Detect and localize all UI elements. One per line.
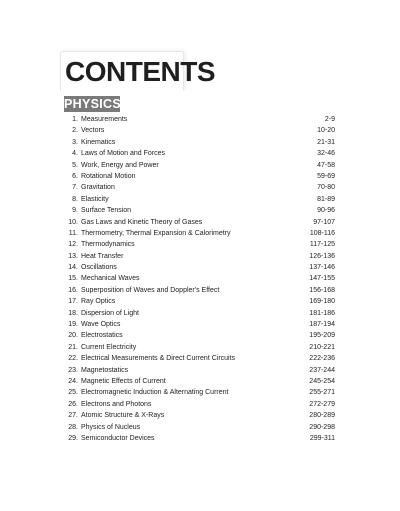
page-range: 47-58	[317, 161, 335, 169]
chapter-number: 12.	[68, 241, 78, 249]
page-range: 187-194	[309, 321, 335, 329]
toc-entry[interactable]	[0, 330, 400, 341]
chapter-title: Magnetic Effects of Current	[81, 377, 166, 385]
toc-entry[interactable]	[0, 114, 400, 125]
chapter-title: Thermodynamics	[81, 241, 135, 249]
page-range: 2-9	[324, 116, 335, 123]
page-range: 195-209	[309, 332, 335, 340]
chapter-number: 23.	[68, 366, 78, 374]
toc-entry[interactable]	[0, 137, 400, 148]
toc-entry[interactable]	[0, 182, 400, 193]
toc-entry[interactable]	[0, 148, 400, 159]
chapter-number: 8.	[72, 195, 78, 203]
chapter-title: Elasticity	[81, 195, 109, 203]
chapter-title: Vectors	[81, 127, 105, 135]
toc-entry[interactable]	[0, 319, 400, 330]
toc-entry[interactable]	[0, 251, 400, 262]
chapter-title: Gas Laws and Kinetic Theory of Gases	[81, 218, 203, 226]
chapter-number: 25.	[68, 389, 78, 397]
toc-entry[interactable]	[0, 410, 400, 421]
chapter-number: 22.	[68, 355, 78, 363]
chapter-number: 2.	[72, 127, 78, 135]
chapter-title: Surface Tension	[81, 207, 132, 215]
toc-entry[interactable]	[0, 296, 400, 307]
toc-entry[interactable]	[0, 342, 400, 353]
chapter-number: 14.	[68, 264, 78, 272]
page-range: 222-236	[309, 355, 335, 363]
page-range: 90-96	[317, 207, 335, 215]
page-range: 280-289	[309, 412, 335, 420]
page-range: 70-80	[317, 184, 335, 192]
page-range: 245-254	[309, 377, 335, 385]
chapter-number: 26.	[68, 400, 78, 408]
page-range: 299-311	[309, 434, 335, 442]
chapter-title: Magnetostatics	[81, 366, 129, 374]
page-range: 108-116	[309, 229, 335, 237]
chapter-title: Superposition of Waves and Doppler's Effect	[81, 286, 220, 294]
chapter-number: 10.	[68, 218, 78, 226]
section-heading-badge: PHYSICS	[64, 97, 121, 111]
chapter-title: Physics of Nucleus	[81, 423, 141, 431]
chapter-number: 19.	[68, 321, 78, 329]
chapter-number: 16.	[68, 286, 78, 294]
chapter-title: Electrical Measurements & Direct Current Circuits	[81, 355, 236, 363]
chapter-number: 3.	[72, 138, 78, 146]
toc-entry[interactable]	[0, 387, 400, 398]
chapter-title: Atomic Structure & X-Rays	[81, 412, 165, 420]
chapter-title: Heat Transfer	[81, 252, 124, 260]
toc-entry[interactable]	[0, 399, 400, 410]
page-range: 156-168	[309, 286, 335, 294]
page-range: 137-146	[309, 264, 335, 272]
chapter-number: 18.	[68, 309, 78, 317]
chapter-title: Electrons and Photons	[81, 400, 152, 408]
chapter-title: Mechanical Waves	[81, 275, 140, 283]
chapter-number: 15.	[68, 275, 78, 283]
chapter-number: 13.	[68, 252, 78, 260]
chapter-title: Kinematics	[81, 138, 116, 146]
toc-entry[interactable]	[0, 217, 400, 228]
toc-entry[interactable]	[0, 239, 400, 250]
chapter-title: Oscillations	[81, 264, 117, 272]
chapter-title: Thermometry, Thermal Expansion & Calorimetry	[81, 229, 231, 237]
toc-entry[interactable]	[0, 262, 400, 273]
chapter-number: 4.	[72, 150, 78, 158]
page-range: 181-186	[309, 309, 335, 317]
toc-entry[interactable]	[0, 376, 400, 387]
page-range: 81-89	[317, 195, 335, 203]
chapter-number: 9.	[72, 207, 78, 215]
chapter-title: Semiconductor Devices	[81, 434, 155, 442]
table-of-contents	[0, 114, 400, 444]
toc-entry[interactable]	[0, 353, 400, 364]
chapter-number: 11.	[68, 229, 78, 237]
chapter-number: 5.	[72, 161, 78, 169]
toc-entry[interactable]	[0, 285, 400, 296]
chapter-number: 1.	[72, 116, 78, 123]
toc-entry[interactable]	[0, 160, 400, 171]
chapter-title: Measurements	[81, 116, 128, 123]
page-range: 21-31	[317, 138, 335, 146]
chapter-number: 24.	[68, 377, 78, 385]
toc-entry[interactable]	[0, 125, 400, 136]
page-range: 255-271	[309, 389, 335, 397]
page-range: 117-125	[309, 241, 335, 249]
page-title: CONTENTS	[65, 56, 215, 87]
chapter-title: Gravitation	[81, 184, 115, 192]
toc-entry[interactable]	[0, 433, 400, 444]
toc-entry[interactable]	[0, 171, 400, 182]
chapter-title: Electrostatics	[81, 332, 123, 340]
page-range: 97-107	[313, 218, 335, 226]
chapter-title: Laws of Motion and Forces	[81, 150, 166, 158]
chapter-title: Electromagnetic Induction & Alternating Current	[81, 389, 229, 397]
toc-entry[interactable]	[0, 365, 400, 376]
page-range: 126-136	[309, 252, 335, 260]
chapter-title: Ray Optics	[81, 298, 116, 306]
page-range: 210-221	[309, 343, 335, 351]
toc-entry[interactable]	[0, 273, 400, 284]
chapter-number: 29.	[68, 434, 78, 442]
chapter-title: Work, Energy and Power	[81, 161, 159, 169]
toc-entry[interactable]	[0, 205, 400, 216]
chapter-number: 28.	[68, 423, 78, 431]
chapter-number: 21.	[68, 343, 78, 351]
page-range: 237-244	[309, 366, 335, 374]
page-range: 59-69	[317, 172, 335, 180]
chapter-number: 17.	[68, 298, 78, 306]
chapter-number: 20.	[68, 332, 78, 340]
toc-entry[interactable]	[0, 194, 400, 205]
page-range: 290-298	[309, 423, 335, 431]
chapter-number: 6.	[72, 172, 78, 180]
toc-entry[interactable]	[0, 308, 400, 319]
page-range: 10-20	[317, 127, 335, 135]
page-range: 32-46	[317, 150, 335, 158]
chapter-title: Current Electricity	[81, 343, 137, 351]
page-range: 169-180	[309, 298, 335, 306]
chapter-number: 27.	[68, 412, 78, 420]
toc-entry[interactable]	[0, 228, 400, 239]
chapter-title: Wave Optics	[81, 321, 121, 329]
toc-entry[interactable]	[0, 422, 400, 433]
chapter-title: Rotational Motion	[81, 172, 136, 180]
chapter-number: 7.	[72, 184, 78, 192]
page-range: 147-155	[309, 275, 335, 283]
chapter-title: Dispersion of Light	[81, 309, 139, 317]
page-range: 272-279	[309, 400, 335, 408]
